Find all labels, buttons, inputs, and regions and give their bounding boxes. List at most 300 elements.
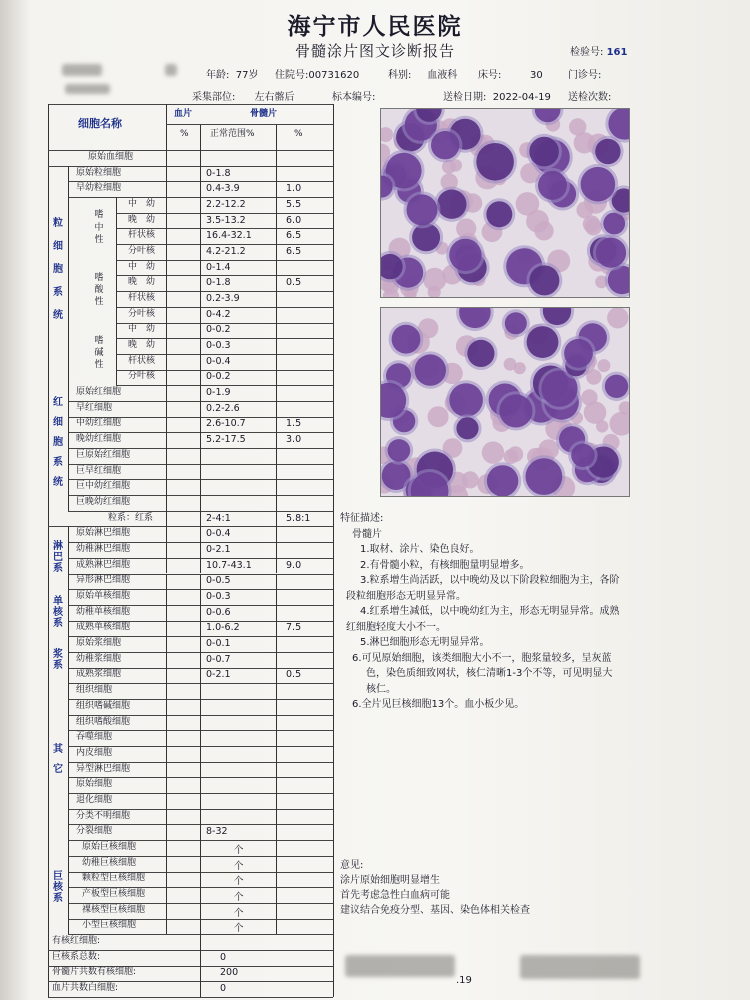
- red-cell-shape: [456, 218, 476, 238]
- group-label-mega: 巨 核 系: [53, 870, 63, 904]
- table-row-range: 0-2.1: [206, 543, 231, 555]
- nucleus-shape: [595, 139, 620, 164]
- table-row-name: 成熟单核细胞: [76, 622, 131, 633]
- col-line-blood: [166, 919, 167, 935]
- col-line-val: [276, 542, 277, 558]
- col-line-blood: [166, 260, 167, 276]
- col-line-range: [200, 730, 201, 746]
- table-row-line: [116, 213, 333, 214]
- col-line-val: [276, 354, 277, 370]
- description-line: 色，染色质细致网状，核仁清晰1-3个不等，可见明显大: [366, 668, 613, 679]
- col-line-val: [276, 260, 277, 276]
- col-line-range: [200, 715, 201, 731]
- table-row-name: 巨核系总数:: [52, 951, 101, 962]
- col-line-range: [200, 166, 201, 182]
- col-line-footer: [200, 934, 201, 950]
- table-row-range: 5.2-17.5: [206, 434, 246, 446]
- col-line-blood: [166, 307, 167, 323]
- col-line-val: [276, 840, 277, 856]
- group-col-line: [68, 840, 69, 934]
- col-line-range: [200, 338, 201, 354]
- header-split: [166, 124, 333, 125]
- table-row-name: 成熟浆细胞: [76, 669, 122, 680]
- table-row-name: 晚 幼: [128, 277, 156, 288]
- col-line-val: [276, 636, 277, 652]
- table-row-value: 3.0: [286, 434, 302, 446]
- col-line-blood: [166, 824, 167, 840]
- red-cell-shape: [507, 446, 523, 462]
- sub-col-line: [116, 213, 117, 229]
- table-row-value: 1.5: [286, 418, 302, 430]
- col-line-blood: [166, 621, 167, 637]
- col-line-blood: [166, 777, 167, 793]
- group-col-line: [68, 526, 69, 589]
- table-row-range: 3.5-13.2: [206, 214, 246, 226]
- table-row-value: 个: [234, 923, 244, 935]
- col-line-val: [276, 511, 277, 527]
- table-row-name: 分类不明细胞: [76, 810, 131, 821]
- conclusion-lines: [340, 873, 530, 918]
- table-row-value: 7.5: [286, 622, 302, 634]
- col-line-val: [276, 323, 277, 339]
- col-line-blood: [166, 166, 167, 182]
- table-row-line: [116, 260, 333, 261]
- nucleus-shape: [487, 465, 518, 496]
- red-cell-shape: [569, 118, 586, 135]
- col-line-blood: [166, 872, 167, 888]
- table-row-name: 骨髓片共数有核细胞:: [52, 967, 137, 978]
- col-line-val: [276, 291, 277, 307]
- group-col-line: [68, 589, 69, 636]
- sub-col-line: [116, 197, 117, 213]
- col-line-blood: [166, 291, 167, 307]
- nucleus-shape: [407, 194, 438, 225]
- col-line-blood: [166, 197, 167, 213]
- col-line-blood: [166, 448, 167, 464]
- sub-col-line: [116, 354, 117, 370]
- table-row-range: 0: [220, 983, 227, 995]
- col-line-range: [200, 887, 201, 903]
- nucleus-shape: [449, 239, 481, 271]
- description-line: 6.全片见巨核细胞13个。血小板少见。: [352, 699, 525, 710]
- table-row-name: 巨中幼红细胞: [76, 481, 131, 492]
- table-row-range: 2.6-10.7: [206, 418, 246, 430]
- table-row-name: 原始浆细胞: [76, 638, 122, 649]
- table-row-name: 中 幼: [128, 198, 156, 209]
- table-row-range: 0-0.6: [206, 606, 231, 618]
- col-line-val: [276, 574, 277, 590]
- bone-marrow-image-1: [381, 109, 629, 297]
- description-line: 3.粒系增生尚活跃，以中晚幼及以下阶段粒细胞为主，各阶: [360, 575, 620, 586]
- description-line: 1.取材、涂片、染色良好。: [360, 544, 480, 555]
- table-row-name: 产板型巨核细胞: [82, 889, 146, 900]
- col-line-range: [200, 150, 201, 166]
- col-line-val: [276, 464, 277, 480]
- col-line-val: [276, 370, 277, 386]
- col-line-range: [200, 495, 201, 511]
- table-row-range: 10.7-43.1: [206, 559, 252, 571]
- table-row-range: 1.0-6.2: [206, 622, 240, 634]
- col-line-val: [276, 683, 277, 699]
- table-row-range: 0-0.2: [206, 371, 231, 383]
- col-line-blood: [166, 542, 167, 558]
- table-row-name: 组织嗜酸细胞: [76, 716, 131, 727]
- col-line-blood: [166, 652, 167, 668]
- table-row-name: 幼稚浆细胞: [76, 653, 122, 664]
- red-cell-shape: [534, 221, 553, 240]
- footer-fragment: .19: [456, 975, 472, 986]
- conclusion-title: 意见:: [340, 860, 364, 871]
- col-line-blood: [166, 479, 167, 495]
- sub-col-line: [116, 370, 117, 386]
- table-row-name: 有核红细胞:: [52, 936, 101, 947]
- table-row-name: 中 幼: [128, 261, 156, 272]
- table-row-name: 组织嗜碱细胞: [76, 700, 131, 711]
- table-row-name: 原始红细胞: [76, 387, 122, 398]
- col-line-range: [200, 542, 201, 558]
- description-line: 2.有骨髓小粒，有核细胞量明显增多。: [360, 559, 530, 571]
- age-field: 年龄: 77岁: [206, 70, 259, 81]
- red-cell-shape: [428, 406, 449, 427]
- table-row-value: 5.8:1: [286, 512, 311, 524]
- bed-field: 床号: 30: [478, 70, 543, 81]
- nucleus-shape: [437, 190, 466, 219]
- col-line-val: [276, 652, 277, 668]
- nucleus-shape: [529, 265, 559, 295]
- sub-col-line: [116, 228, 117, 244]
- table-row-range: 0-0.1: [206, 638, 231, 650]
- col-line-val: [276, 589, 277, 605]
- header-col-line-1: [166, 104, 167, 150]
- col-line-range: [200, 621, 201, 637]
- col-line-blood: [166, 275, 167, 291]
- table-row-name: 异形淋巴细胞: [76, 575, 131, 586]
- nucleus-shape: [456, 417, 478, 439]
- table-row-name: 原始血细胞: [88, 151, 134, 162]
- table-row-name: 杆状核: [128, 293, 156, 303]
- nucleus-shape: [596, 238, 626, 268]
- conclusion-line: 首先考虑急性白血病可能: [340, 890, 450, 901]
- col-line-blood: [166, 558, 167, 574]
- table-row-range: 2.2-12.2: [206, 198, 246, 210]
- description-line: 核仁。: [366, 683, 396, 695]
- group-label-other: 其 它: [53, 743, 63, 775]
- col-line-range: [200, 824, 201, 840]
- group-col-line: [68, 385, 69, 510]
- table-row-name: 杆状核: [128, 355, 156, 366]
- col-line-val: [276, 385, 277, 401]
- table-row-range: 0-0.3: [206, 340, 231, 352]
- nucleus-shape: [564, 339, 593, 368]
- col-line-val: [276, 824, 277, 840]
- sub-col-line: [116, 291, 117, 307]
- col-line-range: [200, 354, 201, 370]
- hospital-name: 海宁市人民医院: [287, 13, 463, 40]
- table-row-name: 小型巨核细胞: [82, 920, 137, 931]
- col-line-val: [276, 150, 277, 166]
- col-line-val: [276, 401, 277, 417]
- nucleus-shape: [476, 143, 514, 181]
- col-line-blood: [166, 715, 167, 731]
- col-line-range: [200, 777, 201, 793]
- table-row-range: 0-0.4: [206, 355, 231, 367]
- table-row-range: 0-2.1: [206, 669, 231, 681]
- table-row-value: 9.0: [286, 559, 302, 571]
- nucleus-shape: [581, 167, 616, 202]
- col-line-range: [200, 636, 201, 652]
- col-line-val: [276, 197, 277, 213]
- table-row-name: 分裂细胞: [76, 826, 113, 837]
- red-cell-shape: [597, 359, 610, 372]
- col-line-range: [200, 307, 201, 323]
- col-line-range: [200, 370, 201, 386]
- bone-marrow-image-2: [381, 308, 629, 496]
- table-row-name: 组织细胞: [76, 685, 113, 696]
- sub-label-eos: 嗜 酸 性: [94, 273, 104, 308]
- col-line-val: [276, 213, 277, 229]
- col-line-val: [276, 872, 277, 888]
- table-row-range: 4.2-21.2: [206, 245, 246, 257]
- table-row-name: 巨早红细胞: [76, 465, 122, 476]
- table-row-line: [48, 166, 333, 167]
- header-col-line-2: [200, 124, 201, 150]
- group-label-plasma: 浆 系: [53, 648, 63, 671]
- col-line-blood: [166, 244, 167, 260]
- table-row-name: 幼稚淋巴细胞: [76, 543, 131, 554]
- col-line-blood: [166, 809, 167, 825]
- table-row-value: 6.5: [286, 230, 302, 242]
- table-row-range: 0-1.4: [206, 261, 231, 273]
- group-label-granulo: 粒 细 胞 系 统: [53, 218, 63, 322]
- nucleus-shape: [467, 340, 494, 367]
- col-line-range: [200, 213, 201, 229]
- col-line-range: [200, 275, 201, 291]
- col-line-blood: [166, 746, 167, 762]
- col-line-blood: [166, 903, 167, 919]
- table-row-name: 早幼粒细胞: [76, 183, 122, 194]
- col-line-val: [276, 307, 277, 323]
- table-row-name: 中 幼: [128, 324, 156, 335]
- col-line-val: [276, 699, 277, 715]
- conclusion: [340, 858, 530, 918]
- description-title: 特征描述:: [340, 513, 384, 524]
- table-row-line: [116, 307, 333, 308]
- table-row-name: 分叶核: [128, 245, 156, 256]
- col-line-range: [200, 699, 201, 715]
- table-row-name: 幼稚单核细胞: [76, 606, 131, 617]
- group-label-erythro: 红 细 胞 系 统: [53, 397, 63, 489]
- description-lines: [340, 542, 640, 713]
- col-line-blood: [166, 370, 167, 386]
- table-row-line: [116, 244, 333, 245]
- col-line-val: [276, 887, 277, 903]
- table-row-name: 血片共数白细胞:: [52, 983, 119, 994]
- nucleus-shape: [529, 137, 559, 167]
- col-line-range: [200, 746, 201, 762]
- col-line-range: [200, 872, 201, 888]
- table-row-name: 颗粒型巨核细胞: [82, 873, 146, 884]
- sub-col-line: [116, 307, 117, 323]
- col-line-range: [200, 432, 201, 448]
- red-cell-shape: [585, 219, 602, 236]
- table-row-name: 成熟淋巴细胞: [76, 559, 131, 570]
- col-line-blood: [166, 432, 167, 448]
- col-line-blood: [166, 589, 167, 605]
- group-col-line: [68, 166, 69, 386]
- col-line-val: [276, 605, 277, 621]
- col-line-blood: [166, 840, 167, 856]
- header-bottom: [48, 150, 333, 151]
- id-field: 住院号:00731620: [275, 70, 360, 81]
- red-cell-shape: [482, 441, 504, 463]
- header-marrow-pct: %: [294, 129, 303, 139]
- col-line-range: [200, 464, 201, 480]
- table-row-name: 原始粒细胞: [76, 167, 122, 178]
- table-row-name: 原始淋巴细胞: [76, 528, 131, 539]
- count-field: 送检次数:: [568, 92, 612, 103]
- description-line: 4.红系增生减低，以中晚幼红为主，形态无明显异常。成熟: [360, 606, 620, 617]
- col-line-range: [200, 526, 201, 542]
- table-row-range: 0-0.4: [206, 528, 231, 540]
- table-row-name: 早红细胞: [76, 402, 113, 413]
- nucleus-shape: [526, 458, 563, 495]
- red-cell-shape: [516, 192, 540, 216]
- conclusion-line: 涂片原始细胞明显增生: [340, 875, 440, 886]
- micrograph-2: [380, 307, 630, 497]
- col-line-range: [200, 197, 201, 213]
- col-line-val: [276, 746, 277, 762]
- col-line-range: [200, 181, 201, 197]
- col-line-range: [200, 605, 201, 621]
- col-line-blood: [166, 213, 167, 229]
- redacted-mark: [165, 64, 177, 76]
- col-line-range: [200, 793, 201, 809]
- table-row-range: 0-4.2: [206, 308, 231, 320]
- table-row-name: 异型淋巴细胞: [76, 763, 131, 774]
- col-line-blood: [166, 511, 167, 527]
- col-line-range: [200, 668, 201, 684]
- table-row-name: 原始细胞: [76, 779, 113, 790]
- col-line-blood: [166, 401, 167, 417]
- col-line-footer: [200, 966, 201, 982]
- table-row-line: [116, 385, 333, 386]
- col-line-blood: [166, 354, 167, 370]
- description-line: 6.可见原始细胞，该类细胞大小不一，胞浆量较多，呈灰蓝: [352, 652, 612, 664]
- col-line-val: [276, 228, 277, 244]
- cell-count-table: [48, 104, 333, 997]
- red-cell-shape: [462, 471, 479, 488]
- sub-col-line: [116, 323, 117, 339]
- table-row-name: 内皮细胞: [76, 747, 113, 758]
- nucleus-shape: [527, 326, 559, 358]
- header-blood-pct: %: [180, 129, 189, 139]
- col-line-val: [276, 244, 277, 260]
- col-line-range: [200, 511, 201, 527]
- redacted-gender: [65, 84, 110, 94]
- col-line-range: [200, 448, 201, 464]
- nucleus-shape: [571, 444, 594, 467]
- col-line-range: [200, 856, 201, 872]
- table-row-range: 0-0.3: [206, 591, 231, 603]
- nucleus-shape: [415, 354, 446, 385]
- col-line-range: [200, 762, 201, 778]
- table-border-right: [333, 104, 334, 997]
- col-line-range: [200, 479, 201, 495]
- conclusion-line: 建议结合免疫分型、基因、染色体相关检查: [340, 905, 530, 916]
- col-line-val: [276, 526, 277, 542]
- test-number: 检验号: 161: [570, 47, 628, 58]
- col-line-range: [200, 903, 201, 919]
- table-row-range: 0: [220, 951, 227, 963]
- col-line-blood: [166, 323, 167, 339]
- col-line-val: [276, 762, 277, 778]
- table-row-name: 粒系：红系: [108, 512, 154, 523]
- col-line-val: [276, 903, 277, 919]
- col-line-range: [200, 401, 201, 417]
- table-row-range: 0-1.9: [206, 387, 231, 399]
- col-line-range: [200, 417, 201, 433]
- col-line-val: [276, 275, 277, 291]
- col-line-footer: [200, 950, 201, 966]
- table-row-value: 0.5: [286, 277, 302, 289]
- col-line-range: [200, 589, 201, 605]
- table-row-line: [116, 291, 333, 292]
- col-line-val: [276, 417, 277, 433]
- report-title: 骨髓涂片图文诊断报告: [294, 42, 455, 60]
- col-line-blood: [166, 668, 167, 684]
- group-col-line: [68, 683, 69, 840]
- table-row-name: 幼稚巨核细胞: [82, 857, 137, 868]
- table-row-name: 分叶核: [128, 371, 156, 382]
- table-row-name: 巨晚幼红细胞: [76, 496, 131, 507]
- table-row-range: 2-4:1: [206, 512, 231, 524]
- table-row-range: 0.4-3.9: [206, 183, 240, 195]
- col-line-range: [200, 323, 201, 339]
- nucleus-shape: [388, 439, 411, 462]
- col-line-val: [276, 856, 277, 872]
- table-row-range: 200: [220, 967, 239, 979]
- table-row-name: 晚 幼: [128, 214, 156, 225]
- col-line-range: [200, 683, 201, 699]
- col-line-val: [276, 809, 277, 825]
- col-line-range: [200, 652, 201, 668]
- table-row-value: 6.0: [286, 214, 302, 226]
- nucleus-shape: [392, 325, 421, 354]
- table-row-name: 吞噬细胞: [76, 732, 113, 743]
- table-border-top: [48, 104, 333, 105]
- col-line-blood: [166, 417, 167, 433]
- micrograph-1: [380, 108, 630, 298]
- table-row-name: 原始巨核细胞: [82, 841, 137, 852]
- feature-description: [340, 511, 640, 713]
- table-row-value: 0.5: [286, 669, 302, 681]
- clinic-field: 门诊号:: [568, 70, 602, 81]
- col-line-blood: [166, 574, 167, 590]
- red-cell-shape: [514, 362, 526, 374]
- table-row-name: 杆状核: [128, 230, 156, 241]
- group-label-lympho: 淋 巴 系: [53, 541, 63, 575]
- table-row-range: 0-0.2: [206, 324, 231, 336]
- col-line-blood: [166, 228, 167, 244]
- col-line-blood: [166, 605, 167, 621]
- table-row-range: 0-1.8: [206, 167, 231, 179]
- table-row-value: 个: [234, 876, 244, 888]
- nucleus-shape: [486, 201, 512, 227]
- sub-col-line: [116, 244, 117, 260]
- col-line-val: [276, 668, 277, 684]
- table-row-value: 6.5: [286, 245, 302, 257]
- table-row-value: 个: [234, 860, 244, 872]
